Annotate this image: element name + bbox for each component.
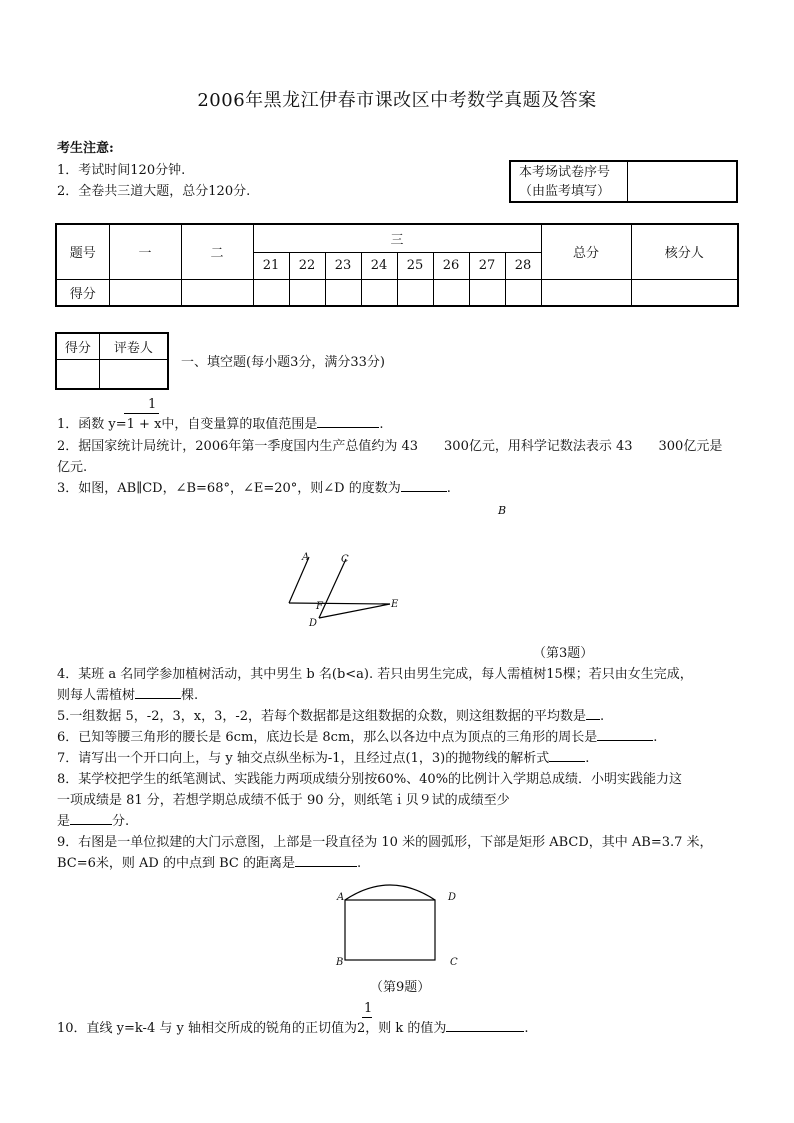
q3-end: . xyxy=(446,481,451,496)
q3-answer-blank[interactable] xyxy=(401,491,447,492)
score-cell[interactable] xyxy=(361,279,397,306)
serial-number-box xyxy=(509,160,738,203)
q10-end: . xyxy=(524,1021,529,1036)
question-2-line1: 2．据国家统计局统计，2006年第一季度国内生产总值约为 43 300亿元，用科学记数法表示 43 300亿元是 xyxy=(57,439,723,454)
header-q24: 24 xyxy=(361,252,397,279)
question-8-line3 xyxy=(57,814,129,830)
q10-suffix: ，则 k 的值为 xyxy=(365,1021,447,1036)
q8-suffix: 分. xyxy=(112,814,130,829)
header-question: 题号 xyxy=(56,224,109,279)
header-part-one: 一 xyxy=(109,224,181,279)
header-q27: 27 xyxy=(469,252,505,279)
q1-denominator: 1 + x xyxy=(126,417,162,432)
score-cell[interactable] xyxy=(631,279,738,306)
header-part-three: 三 xyxy=(253,224,541,252)
q3-label-f: F xyxy=(316,601,323,612)
score-cell[interactable] xyxy=(469,279,505,306)
header-q28: 28 xyxy=(505,252,541,279)
score-cell[interactable] xyxy=(541,279,631,306)
q6-text: 6．已知等腰三角形的腰长是 6cm，底边长是 8cm，那么以各边中点为顶点的三角形的周长是 xyxy=(57,730,598,745)
q9-answer-blank[interactable] xyxy=(295,866,357,867)
grader-score-cell[interactable] xyxy=(56,359,99,389)
q10-fraction-bar xyxy=(362,1017,372,1018)
question-4-line2 xyxy=(57,688,198,704)
line-de xyxy=(319,604,390,618)
q3-label-e: E xyxy=(391,599,399,610)
score-cell[interactable] xyxy=(181,279,253,306)
q1-prefix: 1．函数 y= xyxy=(57,417,127,432)
q9-label-b: B xyxy=(336,957,344,968)
q3-label-c: C xyxy=(341,554,349,565)
header-q23: 23 xyxy=(325,252,361,279)
header-q22: 22 xyxy=(289,252,325,279)
q4-prefix: 则每人需植树 xyxy=(57,688,136,703)
question-9-line1: 9．右图是一单位拟建的大门示意图，上部是一段直径为 10 米的圆弧形，下部是矩形 ABCD，其中 AB=3.7 米， xyxy=(57,835,713,850)
line-be xyxy=(289,603,390,604)
question-6 xyxy=(57,730,657,746)
header-total: 总分 xyxy=(541,224,631,279)
q10-denominator: 2 xyxy=(356,1021,366,1036)
score-cell[interactable] xyxy=(433,279,469,306)
q6-end: . xyxy=(653,730,658,745)
q9-text: BC=6米，则 AD 的中点到 BC 的距离是 xyxy=(57,856,295,871)
question-8-line1: 8．某学校把学生的纸笔测试、实践能力两项成绩分别按60%、40%的比例计入学期总成绩．小明实践能力这 xyxy=(57,772,683,787)
score-cell[interactable] xyxy=(289,279,325,306)
q10-fraction-numerator: 1 xyxy=(364,1001,373,1016)
header-checker: 核分人 xyxy=(631,224,738,279)
q10-answer-blank[interactable] xyxy=(446,1031,524,1032)
notice-heading: 考生注意: xyxy=(57,141,114,156)
header-q26: 26 xyxy=(433,252,469,279)
gate-arc xyxy=(345,885,435,900)
q4-suffix: 棵. xyxy=(181,688,199,703)
q8-prefix: 是 xyxy=(57,814,71,829)
q1-fraction-numerator: 1 xyxy=(148,397,157,412)
score-cell[interactable] xyxy=(397,279,433,306)
q1-fraction-bar xyxy=(124,413,159,414)
q1-suffix: 中，自变量算的取值范围是 xyxy=(161,417,318,432)
q9-label-d: D xyxy=(448,892,457,903)
notice-item-1: 1．考试时间120分钟. xyxy=(57,163,186,178)
score-cell[interactable] xyxy=(253,279,289,306)
question-7 xyxy=(57,751,589,767)
grader-score-label: 得分 xyxy=(56,333,99,359)
line-ab xyxy=(289,557,309,603)
q5-end: . xyxy=(600,709,605,724)
score-cell[interactable] xyxy=(505,279,541,306)
row-score-label: 得分 xyxy=(56,279,109,306)
serial-number-field[interactable] xyxy=(628,162,736,201)
q9-label-a: A xyxy=(337,892,345,903)
score-cell[interactable] xyxy=(109,279,181,306)
grader-box xyxy=(55,332,169,390)
question-4-line1: 4．某班 a 名同学参加植树活动，其中男生 b 名(b<a). 若只由男生完成，每人需植树15棵；若只由女生完成， xyxy=(57,667,693,682)
q1-answer-blank[interactable] xyxy=(317,427,379,428)
q3-caption: （第3题） xyxy=(533,646,594,661)
question-8-line2: 一项成绩是 81 分，若想学期总成绩不低于 90 分，则纸笔ｉ贝９试的成绩至少 xyxy=(57,793,510,808)
question-10 xyxy=(57,1021,529,1037)
q8-answer-blank[interactable] xyxy=(70,824,112,825)
notice-item-2: 2．全卷共三道大题，总分120分. xyxy=(57,184,251,199)
q5-answer-blank[interactable] xyxy=(586,719,600,720)
header-part-two: 二 xyxy=(181,224,253,279)
score-table xyxy=(55,223,739,307)
q9-caption: （第9题） xyxy=(370,980,431,995)
section-heading: 一、填空题(每小题3分，满分33分) xyxy=(181,355,385,370)
q4-answer-blank[interactable] xyxy=(135,698,181,699)
grader-name-cell[interactable] xyxy=(99,359,168,389)
serial-label-line2: （由监考填写） xyxy=(519,184,611,199)
question-9-line2 xyxy=(57,856,361,872)
q7-text: 7．请写出一个开口向上，与 y 轴交点纵坐标为-1，且经过点(1，3)的抛物线的解析式 xyxy=(57,751,550,766)
q6-answer-blank[interactable] xyxy=(597,740,653,741)
grader-name-label: 评卷人 xyxy=(99,333,168,359)
q3-stray-label: B xyxy=(498,504,507,517)
score-cell[interactable] xyxy=(325,279,361,306)
header-q25: 25 xyxy=(397,252,433,279)
q5-text: 5.一组数据 5，-2，3，x，3，-2，若每个数据都是这组数据的众数，则这组数据的平均数是 xyxy=(57,709,587,724)
header-q21: 21 xyxy=(253,252,289,279)
q10-prefix: 10．直线 y=k-4 与 y 轴相交所成的锐角的正切值为 xyxy=(57,1021,357,1036)
line-cd xyxy=(319,559,346,618)
question-2-line2: 亿元. xyxy=(57,460,88,475)
question-3 xyxy=(57,481,451,497)
serial-label-line1: 本考场试卷序号 xyxy=(519,165,611,180)
q7-answer-blank[interactable] xyxy=(549,761,585,762)
question-1 xyxy=(57,417,384,433)
q3-text: 3．如图，AB∥CD，∠B=68°，∠E=20°，则∠D 的度数为 xyxy=(57,481,401,496)
page-title: 2006年黑龙江伊春市课改区中考数学真题及答案 xyxy=(197,90,597,111)
question-5 xyxy=(57,709,604,725)
gate-rectangle xyxy=(345,900,435,960)
q3-label-d: D xyxy=(309,618,318,629)
q9-figure xyxy=(335,878,455,968)
q9-end: . xyxy=(357,856,362,871)
q9-label-c: C xyxy=(450,957,458,968)
q1-end: . xyxy=(379,417,384,432)
q7-end: . xyxy=(585,751,590,766)
q3-label-a: A xyxy=(302,552,310,563)
